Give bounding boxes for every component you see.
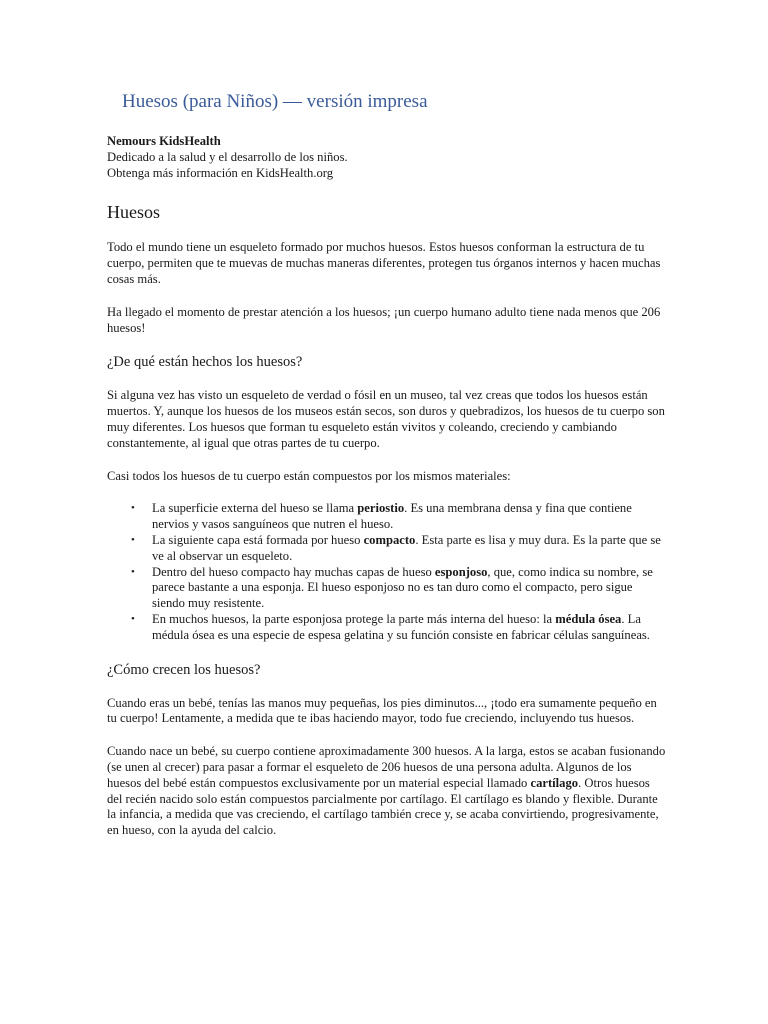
list-item-text: Dentro del hueso compacto hay muchas capas de hueso [152,564,435,579]
paragraph-text: . Otros huesos del recién nacido solo están compuestos parcialmente por cartílago. El cartílago es blando y flexible. Durante la infancia, a medida que vas creciendo, el cartílago también crece y, se acaba convirtiendo, progresivamente, en hueso, con la ayuda del calcio. [107,775,659,838]
growth-paragraph [107,744,667,839]
list-item-text: En muchos huesos, la parte esponjosa protege la parte más interna del hueso: la [152,611,556,626]
list-item [131,564,667,612]
materials-list [107,501,667,643]
list-item [131,501,667,533]
key-term: esponjoso [434,564,488,579]
list-item-text: La siguiente capa está formada por hueso [152,532,364,547]
list-item-text: La superficie externa del hueso se llama [152,501,358,516]
materials-paragraph: Casi todos los huesos de tu cuerpo están compuestos por los mismos materiales: [107,468,511,483]
bullet-icon: • [131,565,135,578]
article-body [107,134,667,856]
paragraph-text: Cuando nace un bebé, su cuerpo contiene aproximadamente 300 huesos. A la larga, estos se acaban fusionando (se unen al crecer) para pasar a formar el esqueleto de 206 huesos de una persona adulta. Algunos de los huesos del bebé están compuestos exclusivamente por un material especial llamado [107,744,666,790]
list-item-text: . Es una membrana densa y fina que contiene nervios y vasos sanguíneos que nutren el hueso. [152,501,632,532]
org-block [107,134,667,181]
key-term: periostio [357,501,405,516]
list-item-text: , que, como indica su nombre, se parece bastante a una esponja. El hueso esponjoso no es tan duro como el compacto, pero sigue siendo muy resistente. [152,564,653,611]
materials-paragraph: Si alguna vez has visto un esqueleto de verdad o fósil en un museo, tal vez creas que todos los huesos están muertos. Y, aunque los huesos de los museos están secos, son duros y quebradizos, los huesos de tu cuerpo son muy diferentes. Los huesos que forman tu esqueleto están vivitos y coleando, creciendo y cambiando constantemente, al igual que otras partes de tu cuerpo. [107,388,665,450]
growth-paragraph: Cuando eras un bebé, tenías las manos muy pequeñas, los pies diminutos..., ¡todo era sumamente pequeño en tu cuerpo! Lentamente, a medida que te ibas haciendo mayor, todo fue creciendo, incluyendo tus huesos. [107,695,657,726]
list-item-text: . La médula ósea es una especie de espesa gelatina y su función consiste en fabricar células sanguíneas. [152,611,650,642]
intro-paragraph: Todo el mundo tiene un esqueleto formado por muchos huesos. Estos huesos conforman la estructura de tu cuerpo, permiten que te muevas de muchas maneras diferentes, protegen tus órganos internos y hacen muchas cosas más. [107,240,661,286]
article-heading: Huesos [107,202,160,223]
intro-paragraph: Ha llegado el momento de prestar atención a los huesos; ¡un cuerpo humano adulto tiene nada menos que 206 huesos! [107,304,661,335]
section-heading-growth: ¿Cómo crecen los huesos? [107,661,261,678]
org-tagline: Dedicado a la salud y el desarrollo de los niños. [107,149,348,164]
key-term: médula ósea [555,611,622,626]
list-item [131,532,667,565]
list-item [131,611,667,644]
key-term: compacto [363,532,416,547]
org-more-info: Obtenga más información en KidsHealth.org [107,165,334,180]
document-title: Huesos (para Niños) — versión impresa [122,91,428,112]
list-item-text: . Esta parte es lisa y muy dura. Es la parte que se ve al observar un esqueleto. [152,532,661,563]
org-name: Nemours KidsHealth [107,134,221,148]
key-term: cartílago [530,775,579,790]
section-heading-materials: ¿De qué están hechos los huesos? [107,354,303,371]
bullet-icon: • [131,612,135,625]
bullet-icon: • [131,502,135,515]
bullet-icon: • [131,533,135,546]
